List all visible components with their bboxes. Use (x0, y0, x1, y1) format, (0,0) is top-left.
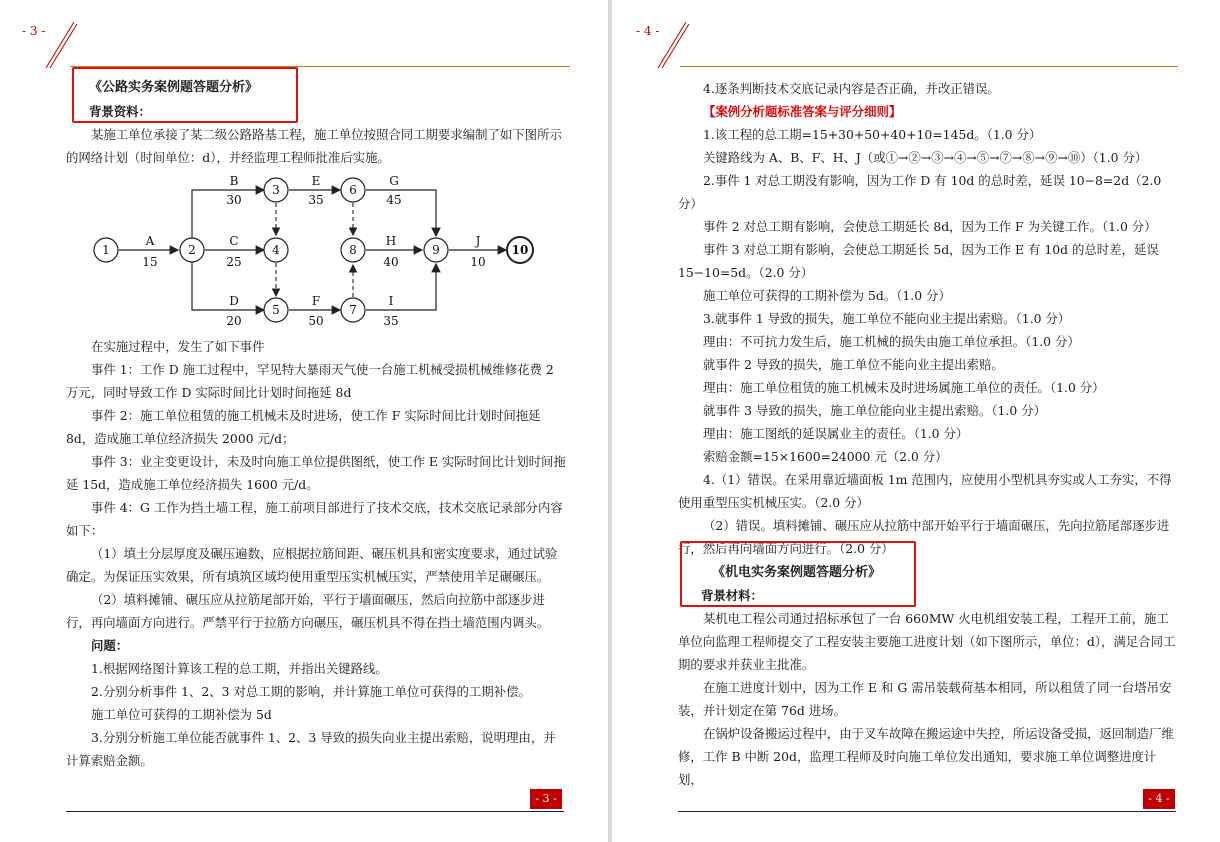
activity-H-name: H (385, 234, 397, 248)
question-item: 3.分别分析施工单位能否就事件 1、2、3 导致的损失向业主提出索赔，说明理由，并计算索赔金额。 (66, 730, 556, 768)
page-title: 《公路实务案例题答题分析》 (89, 80, 259, 95)
node-6-label: 6 (349, 183, 357, 197)
footer-page-number: - 3 - (530, 789, 562, 809)
network-diagram (88, 170, 548, 330)
background2-paragraph: 在施工进度计划中，因为工作 E 和 G 需吊装载荷基本相同，所以租赁了同一台塔吊安装，并计划定在第 76d 进场。 (678, 680, 1172, 718)
event-paragraph: 事件 2：施工单位租赁的施工机械未及时进场，使工作 F 实际时间比计划时间拖延 8d，造成施工单位经济损失 2000 元/d； (66, 408, 541, 446)
answer-heading: 【案例分析题标准答案与评分细则】 (703, 104, 902, 119)
intro-block (66, 123, 568, 169)
answer-line: 就事件 3 导致的损失，施工单位能向业主提出索赔。（1.0 分） (703, 403, 1046, 418)
question-item: 1.根据网络图计算该工程的总工期，并指出关键路线。 (91, 661, 388, 676)
answer-line: 事件 2 对总工期有影响，会使总工期延长 8d，因为工作 F 为关键工作。（1.0 分） (703, 219, 1157, 234)
event-paragraph: 事件 3：业主变更设计，未及时向施工单位提供图纸，使工作 E 实际时间比计划时间拖延 15d，造成施工单位经济损失 1600 元/d。 (66, 454, 566, 492)
header-slash-decoration (44, 20, 78, 70)
activity-J-duration: 10 (470, 255, 486, 269)
header-page-number: - 3 - (22, 24, 46, 38)
answer-line: 1.该工程的总工期=15+30+50+40+10=145d。（1.0 分） (703, 127, 1042, 142)
arrow-I (366, 264, 436, 310)
node-10-label: 10 (511, 243, 529, 257)
question-item: 施工单位可获得的工期补偿为 5d (91, 707, 272, 722)
footer-rule (678, 811, 1176, 812)
node-7-label: 7 (349, 303, 357, 317)
answer-line: 3.就事件 1 导致的损失，施工单位不能向业主提出索赔。（1.0 分） (703, 311, 1071, 326)
activity-F-name: F (311, 294, 321, 308)
answer-line: 2.事件 1 对总工期没有影响，因为工作 D 有 10d 的总时差，延误 10−8=2d（2.0 分） (678, 173, 1162, 211)
answer-line: 索赔金额=15×1600=24000 元（2.0 分） (703, 449, 948, 464)
footer-rule (66, 811, 564, 812)
event-paragraph: 在实施过程中，发生了如下事件 (91, 339, 265, 354)
activity-B-name: B (229, 174, 239, 188)
answer-line: 4.（1）错误。在采用靠近墙面板 1m 范围内，应使用小型机具夯实或人工夯实，不得使用重型压实机械压实。（2.0 分） (678, 472, 1172, 510)
activity-B-duration: 30 (226, 193, 242, 207)
activity-E-duration: 35 (308, 193, 324, 207)
activity-D-name: D (229, 294, 239, 308)
event-paragraph: 事件 4：G 工作为挡土墙工程，施工前项目部进行了技术交底，技术交底记录部分内容如下： (66, 500, 563, 538)
events-block (66, 335, 568, 772)
node-9-label: 9 (432, 243, 440, 257)
node-4-label: 4 (272, 243, 280, 257)
question-item: 2.分别分析事件 1、2、3 对总工期的影响，并计算施工单位可获得的工期补偿。 (91, 684, 531, 699)
background2-heading: 背景材料： (701, 588, 763, 603)
activity-A-name: A (145, 234, 155, 248)
answer-block (678, 77, 1178, 560)
answer-line: 理由：不可抗力发生后，施工机械的损失由施工单位承担。（1.0 分） (703, 334, 1080, 349)
page-3 (0, 0, 608, 842)
activity-G-duration: 45 (386, 193, 402, 207)
background2-paragraph: 在锅炉设备搬运过程中，由于叉车故障在搬运途中失控，所运设备受损，返回制造厂维修，工作 B 中断 20d，监理工程师及时向施工单位发出通知，要求施工单位调整进度计划， (678, 726, 1174, 787)
activity-I-name: I (388, 294, 394, 308)
questions-heading: 问题： (91, 638, 129, 653)
activity-A-duration: 15 (142, 255, 158, 269)
answer-line: 施工单位可获得的工期补偿为 5d。（1.0 分） (703, 288, 951, 303)
page-4 (612, 0, 1220, 842)
background-heading: 背景资料： (89, 104, 151, 119)
answer-line: 关键路线为 A、B、F、H、J（或①→②→③→④→⑤→⑦→⑧→⑨→⑩）（1.0 分） (703, 150, 1148, 165)
activity-D-duration: 20 (226, 314, 242, 328)
answer-line: 事件 3 对总工期有影响，会使总工期延长 5d，因为工作 E 有 10d 的总时差，延误 15−10=5d。（2.0 分） (678, 242, 1159, 280)
header-slash-decoration (656, 20, 690, 70)
footer-page-number: - 4 - (1143, 789, 1175, 809)
answer-line: 就事件 2 导致的损失，施工单位不能向业主提出索赔。 (703, 357, 1004, 372)
activity-J-name: J (475, 234, 481, 248)
node-8-label: 8 (349, 243, 357, 257)
background2-paragraph: 某机电工程公司通过招标承包了一台 660MW 火电机组安装工程，工程开工前，施工单位向监理工程师提交了工程安装主要施工进度计划（如下图所示，单位：d），满足合同工期的要求并获业主批准。 (678, 611, 1176, 672)
node-2-label: 2 (188, 243, 196, 257)
answer-line: 理由：施工图纸的延误属业主的责任。（1.0 分） (703, 426, 969, 441)
event-paragraph: （2）填料摊铺、碾压应从拉筋尾部开始，平行于墙面碾压，然后向拉筋中部逐步进行，再向墙面方向进行。严禁平行于拉筋方向碾压，碾压机具不得在挡土墙范围内调头。 (66, 592, 550, 630)
question-item: 4.逐条判断技术交底记录内容是否正确，并改正错误。 (703, 81, 1000, 96)
activity-G-name: G (389, 174, 399, 188)
background2-block (678, 607, 1178, 791)
event-paragraph: 事件 1：工作 D 施工过程中，罕见特大暴雨天气使一台施工机械受损机械维修花费 2 万元，同时导致工作 D 实际时间比计划时间拖延 8d (66, 362, 554, 400)
node-3-label: 3 (272, 183, 280, 197)
activity-C-duration: 25 (226, 255, 242, 269)
activity-C-name: C (229, 234, 239, 248)
answer-line: 理由：施工单位租赁的施工机械未及时进场属施工单位的责任。（1.0 分） (703, 380, 1105, 395)
header-page-number: - 4 - (636, 24, 660, 38)
answer-line: （2）错误。填料摊铺、碾压应从拉筋中部开始平行于墙面碾压，先向拉筋尾部逐步进行，然后再向墙面方向进行。（2.0 分） (678, 518, 1170, 556)
activity-F-duration: 50 (308, 314, 324, 328)
activity-E-name: E (311, 174, 321, 188)
activity-I-duration: 35 (383, 314, 399, 328)
section-title: 《机电实务案例题答题分析》 (712, 565, 882, 580)
node-1-label: 1 (102, 243, 110, 257)
header-rule (680, 66, 1178, 67)
node-5-label: 5 (272, 303, 280, 317)
activity-H-duration: 40 (383, 255, 399, 269)
event-paragraph: （1）填土分层厚度及碾压遍数，应根据拉筋间距、碾压机具和密实度要求，通过试验确定。为保证压实效果，所有填筑区域均使用重型压实机械压实，严禁使用羊足碾碾压。 (66, 546, 558, 584)
intro-paragraph: 某施工单位承接了某二级公路路基工程，施工单位按照合同工期要求编制了如下图所示的网络计划（时间单位：d），并经监理工程师批准后实施。 (66, 127, 562, 165)
